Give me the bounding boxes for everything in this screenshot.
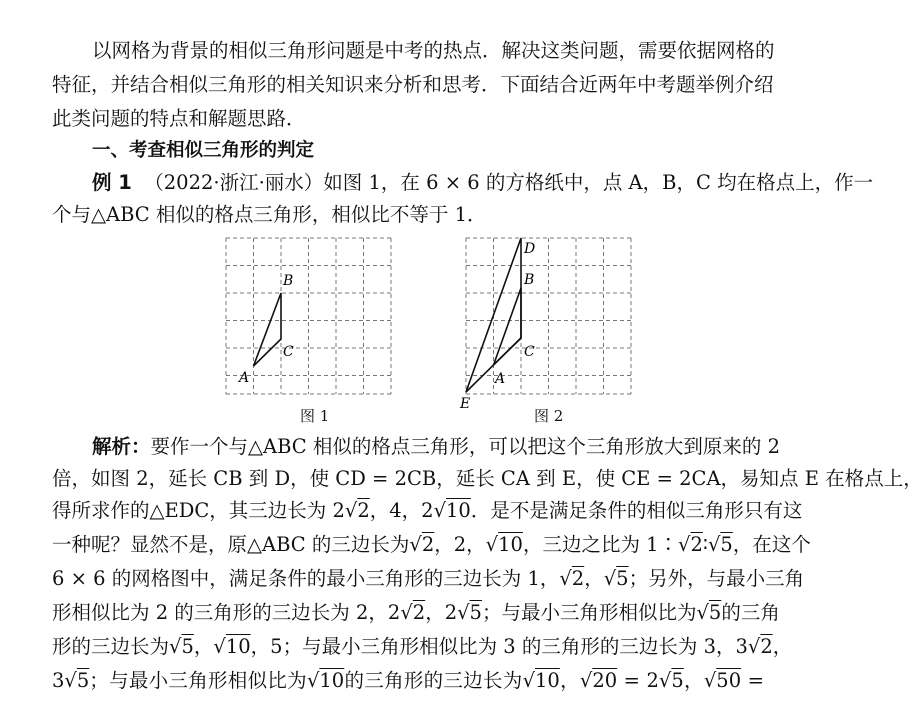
intro-line-2: 特征，并结合相似三角形的相关知识来分析和思考．下面结合近两年中考题举例介绍 (52, 73, 774, 96)
sqrt-2-d: √2 (559, 567, 585, 590)
solution-line-2: 倍，如图 2，延长 CB 到 D，使 CD = 2CB，延长 CA 到 E，使 CE = 2CA，易知点 E 在格点上， (52, 467, 923, 490)
s4c: ，2， (434, 533, 486, 556)
figure-2 (460, 232, 640, 412)
example-line-2: 个与△ABC 相似的格点三角形，相似比不等于 1． (52, 203, 487, 226)
s4g: ∶ (702, 533, 708, 556)
sqrt-2-f: √2 (747, 635, 773, 658)
sqrt-5-c: √5 (457, 601, 482, 624)
figure-1 (224, 236, 394, 398)
s7c: ， (193, 635, 214, 658)
s6g: 的三角 (721, 601, 780, 624)
fig2-point-e-label: E (460, 396, 471, 412)
s8g: ， (559, 669, 580, 692)
triangle-abc (254, 293, 282, 366)
fig2-point-d-label: D (524, 241, 536, 257)
solution-line-7 (52, 632, 793, 662)
s8e: 的三角形的三边长为 (344, 669, 523, 692)
fig2-point-a-label: A (495, 371, 506, 387)
s5c: ， (584, 567, 604, 590)
fig2-point-c-label: C (524, 344, 535, 360)
s4e: ，三边之比为 1∶ (522, 533, 679, 556)
s6e: ；与最小三角形相似比为 (481, 601, 697, 624)
s7g: ， (772, 635, 793, 658)
solution-line-3 (52, 496, 803, 526)
solution-line-8 (52, 666, 764, 696)
s6c: ，2 (425, 601, 458, 624)
fig1-point-b-label: B (283, 273, 294, 289)
solution-label: 解析： (92, 435, 151, 458)
sqrt-20: √20 (579, 669, 618, 692)
intro-line-3: 此类问题的特点和解题思路． (52, 107, 306, 130)
sqrt-10-d: √10 (306, 669, 345, 692)
s5e: ；另外，与最小三角 (628, 567, 805, 590)
sqrt-5-a: √5 (707, 533, 733, 556)
sqrt-5-e: √5 (169, 635, 194, 658)
sqrt-5-f: √5 (64, 669, 90, 692)
intro-line-1: 以网格为背景的相似三角形问题是中考的热点．解决这类问题，需要依据网格的 (92, 39, 775, 62)
solution-line-6 (52, 598, 780, 628)
sqrt-10-a: √10 (433, 499, 471, 522)
s5a: 6 × 6 的网格图中，满足条件的最小三角形的三边长为 1， (52, 567, 560, 590)
sqrt-2-a: √2 (344, 499, 370, 522)
sqrt-5-d: √5 (696, 601, 722, 624)
fig1-point-c-label: C (283, 344, 294, 360)
fig1-point-a-label: A (239, 370, 250, 386)
figure-2-caption: 图 2 (534, 407, 564, 425)
s6a: 形相似比为 2 的三角形的三边长为 2，2 (52, 601, 401, 624)
s4i: ，在这个 (732, 533, 811, 556)
s8i: = 2 (617, 669, 659, 692)
s3a: 得所求作的△EDC，其三边长为 2 (52, 499, 345, 522)
sqrt-10-b: √10 (485, 533, 523, 556)
sqrt-2-b: √2 (409, 533, 435, 556)
s4a: 一种呢？显然不是，原△ABC 的三边长为 (52, 533, 410, 556)
s8k: ， (683, 669, 704, 692)
fig2-point-b-label: B (524, 272, 535, 288)
sqrt-2-e: √2 (400, 601, 426, 624)
s8a: 3 (52, 669, 65, 692)
solution-text-1: 要作一个与△ABC 相似的格点三角形，可以把这个三角形放大到原来的 2 (150, 435, 781, 458)
s3c: ，4，2 (369, 499, 434, 522)
section-heading: 一、考查相似三角形的判定 (92, 140, 315, 161)
solution-line-4 (52, 530, 811, 560)
example-line-1 (92, 168, 874, 198)
s7e: ，5；与最小三角形相似比为 3 的三角形的三边长为 3，3 (250, 635, 748, 658)
sqrt-10-c: √10 (213, 635, 251, 658)
example-label: 例 1 (92, 171, 132, 194)
triangle-abc-fig2 (494, 288, 522, 365)
s7a: 形的三边长为 (52, 635, 170, 658)
sqrt-5-g: √5 (658, 669, 684, 692)
solution-line-5 (52, 564, 805, 594)
sqrt-50: √50 (703, 669, 742, 692)
s8c: ；与最小三角形相似比为 (89, 669, 307, 692)
s3e: ．是不是满足条件的相似三角形只有这 (470, 499, 803, 522)
example-text-1: （2022·浙江·丽水）如图 1，在 6 × 6 的方格纸中，点 A，B，C 均在格点上，作一 (144, 171, 874, 194)
solution-line-1 (92, 432, 781, 462)
s8m: = (741, 669, 764, 692)
sqrt-5-b: √5 (603, 567, 629, 590)
figure-1-caption: 图 1 (300, 407, 330, 425)
sqrt-2-c: √2 (678, 533, 703, 556)
figure-1-grid (226, 238, 391, 394)
sqrt-10-e: √10 (522, 669, 560, 692)
figure-2-grid (466, 238, 631, 394)
